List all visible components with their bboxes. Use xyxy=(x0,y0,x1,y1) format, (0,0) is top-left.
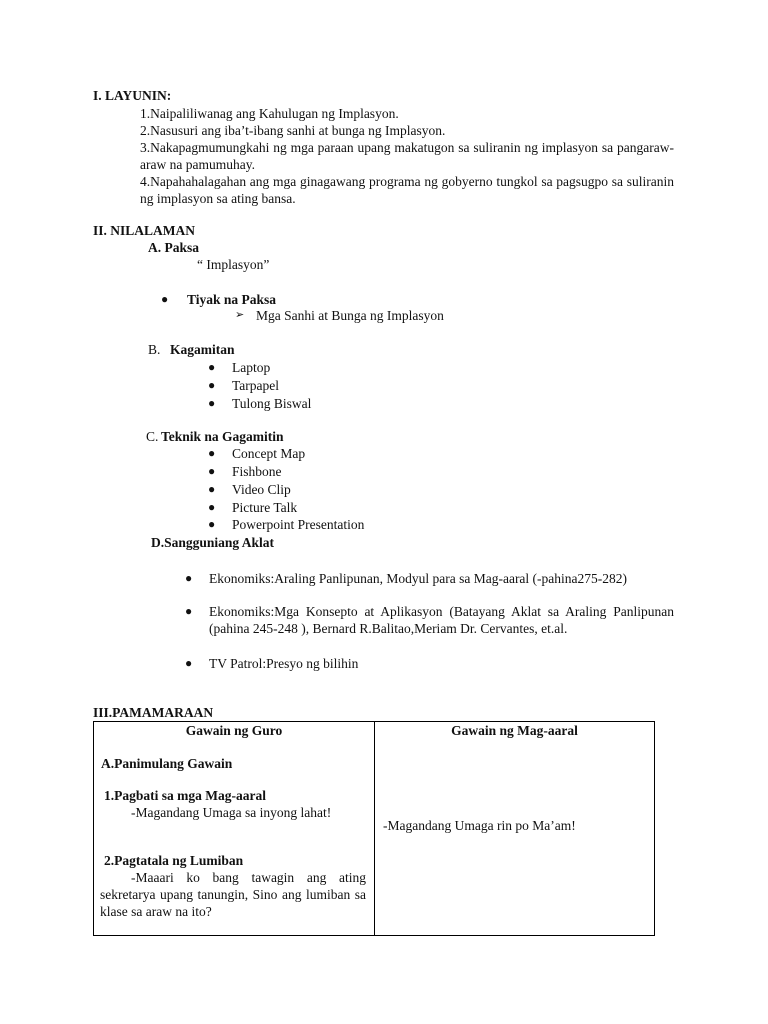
section-nilalaman-heading: II. NILALAMAN xyxy=(93,223,196,238)
section-layunin-heading: I. LAYUNIN: xyxy=(93,88,172,103)
sanggunian-item: Ekonomiks:Araling Panlipunan, Modyul para sa Mag-aaral (-pahina275-282) xyxy=(209,571,628,586)
pagtatala-label: 2.Pagtatala ng Lumiban xyxy=(104,853,244,868)
objective-1: 1.Naipaliliwanag ang Kahulugan ng Implasyon. xyxy=(140,106,399,121)
bullet-icon: ● xyxy=(208,446,216,460)
bullet-icon: ● xyxy=(208,482,216,496)
pagtatala-guro-text: -Maaari ko bang tawagin ang ating sekretarya upang tanungin, Sino ang lumiban sa klase sa araw na ito? xyxy=(100,870,366,919)
pagbati-guro-text: -Magandang Umaga sa inyong lahat! xyxy=(131,805,332,820)
bullet-icon: ● xyxy=(161,292,169,306)
bullet-icon: ● xyxy=(185,604,193,618)
bullet-icon: ● xyxy=(185,571,193,585)
objective-4: 4.Napahahalagahan ang mga ginagawang programa ng gobyerno tungkol sa pagsugpo sa suliranin ng implasyon sa ating bansa. xyxy=(140,174,674,206)
teknik-item: Fishbone xyxy=(232,464,282,479)
teknik-label: Teknik na Gagamitin xyxy=(161,429,284,444)
teknik-item: Powerpoint Presentation xyxy=(232,517,365,532)
pagbati-label: 1.Pagbati sa mga Mag-aaral xyxy=(104,788,266,803)
kagamitan-item: Laptop xyxy=(232,360,271,375)
paksa-value: “ Implasyon” xyxy=(197,257,270,272)
kagamitan-item: Tulong Biswal xyxy=(232,396,312,411)
bullet-icon: ● xyxy=(208,500,216,514)
procedure-table xyxy=(93,721,655,936)
pagbati-magaaral-text: -Magandang Umaga rin po Ma’am! xyxy=(383,818,576,833)
sanggunian-label: D.Sangguniang Aklat xyxy=(151,535,275,550)
kagamitan-letter: B. xyxy=(148,342,161,357)
bullet-icon: ● xyxy=(208,378,216,392)
guro-column xyxy=(94,722,375,936)
bullet-icon: ● xyxy=(208,517,216,531)
objective-3: 3.Nakapagmumungkahi ng mga paraan upang makatugon sa suliranin ng implasyon sa pangaraw-araw na pamumuhay. xyxy=(140,140,674,172)
magaaral-column-header: Gawain ng Mag-aaral xyxy=(451,723,578,738)
magaaral-column xyxy=(375,722,655,936)
bullet-icon: ● xyxy=(208,360,216,374)
teknik-item: Picture Talk xyxy=(232,500,298,515)
teknik-item: Video Clip xyxy=(232,482,291,497)
kagamitan-label: Kagamitan xyxy=(170,342,235,357)
objective-2: 2.Nasusuri ang iba’t-ibang sanhi at bunga ng Implasyon. xyxy=(140,123,446,138)
section-pamamaraan-heading: III.PAMAMARAAN xyxy=(93,705,214,720)
panimulang-gawain-label: A.Panimulang Gawain xyxy=(101,756,233,771)
tiyak-na-paksa-value: Mga Sanhi at Bunga ng Implasyon xyxy=(256,308,444,323)
sanggunian-item: Ekonomiks:Mga Konsepto at Aplikasyon (Batayang Aklat sa Araling Panlipunan (pahina 245-248 ), Bernard R.Balitao,Meriam Dr. Cervantes, et.al. xyxy=(209,604,674,636)
bullet-icon: ● xyxy=(185,656,193,670)
arrow-bullet-icon: ➢ xyxy=(235,309,245,321)
teknik-item: Concept Map xyxy=(232,446,306,461)
bullet-icon: ● xyxy=(208,464,216,478)
tiyak-na-paksa-label: Tiyak na Paksa xyxy=(187,292,277,307)
paksa-label: A. Paksa xyxy=(148,240,200,255)
guro-column-header: Gawain ng Guro xyxy=(185,723,283,738)
bullet-icon: ● xyxy=(208,396,216,410)
teknik-letter: C. xyxy=(146,429,159,444)
sanggunian-item: TV Patrol:Presyo ng bilihin xyxy=(209,656,359,671)
kagamitan-item: Tarpapel xyxy=(232,378,280,393)
